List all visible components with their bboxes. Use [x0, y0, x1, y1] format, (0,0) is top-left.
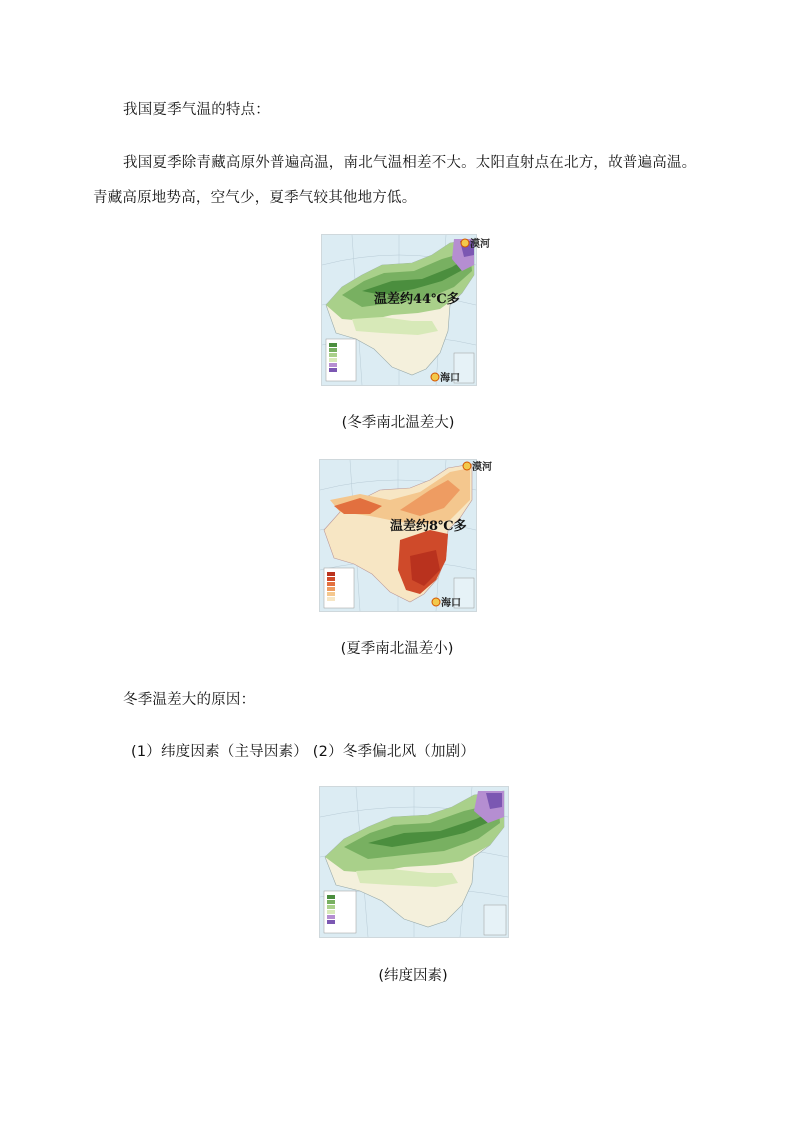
map-label-temp-diff: 温差约8℃多	[390, 519, 467, 534]
paragraph-line-1: 我国夏季除青藏高原外普遍高温，南北气温相差不大。太阳直射点在北方，故普遍高温。	[123, 155, 697, 171]
reasons-line: (1）纬度因素（主导因素） (2）冬季偏北风（加剧）	[131, 744, 476, 760]
latitude-factor-map	[319, 786, 509, 938]
winter-map-caption: (冬季南北温差大)	[341, 415, 455, 431]
map-label-haikou: 海口	[440, 373, 460, 384]
heading-summer: 我国夏季气温的特点：	[123, 102, 270, 118]
winter-temperature-map	[321, 234, 490, 386]
latitude-map-caption: (纬度因素)	[378, 968, 448, 984]
paragraph-line-2: 青藏高原地势高，空气少，夏季气较其他地方低。	[93, 190, 417, 206]
summer-map-caption: (夏季南北温差小)	[340, 641, 454, 657]
map-label-mohe: 漠河	[470, 239, 490, 250]
map-label-temp-diff: 温差约44℃多	[374, 292, 460, 307]
summer-temperature-map	[319, 459, 492, 612]
map-label-haikou: 海口	[441, 598, 461, 609]
map-label-mohe: 漠河	[472, 462, 492, 473]
heading-winter: 冬季温差大的原因：	[123, 692, 256, 708]
